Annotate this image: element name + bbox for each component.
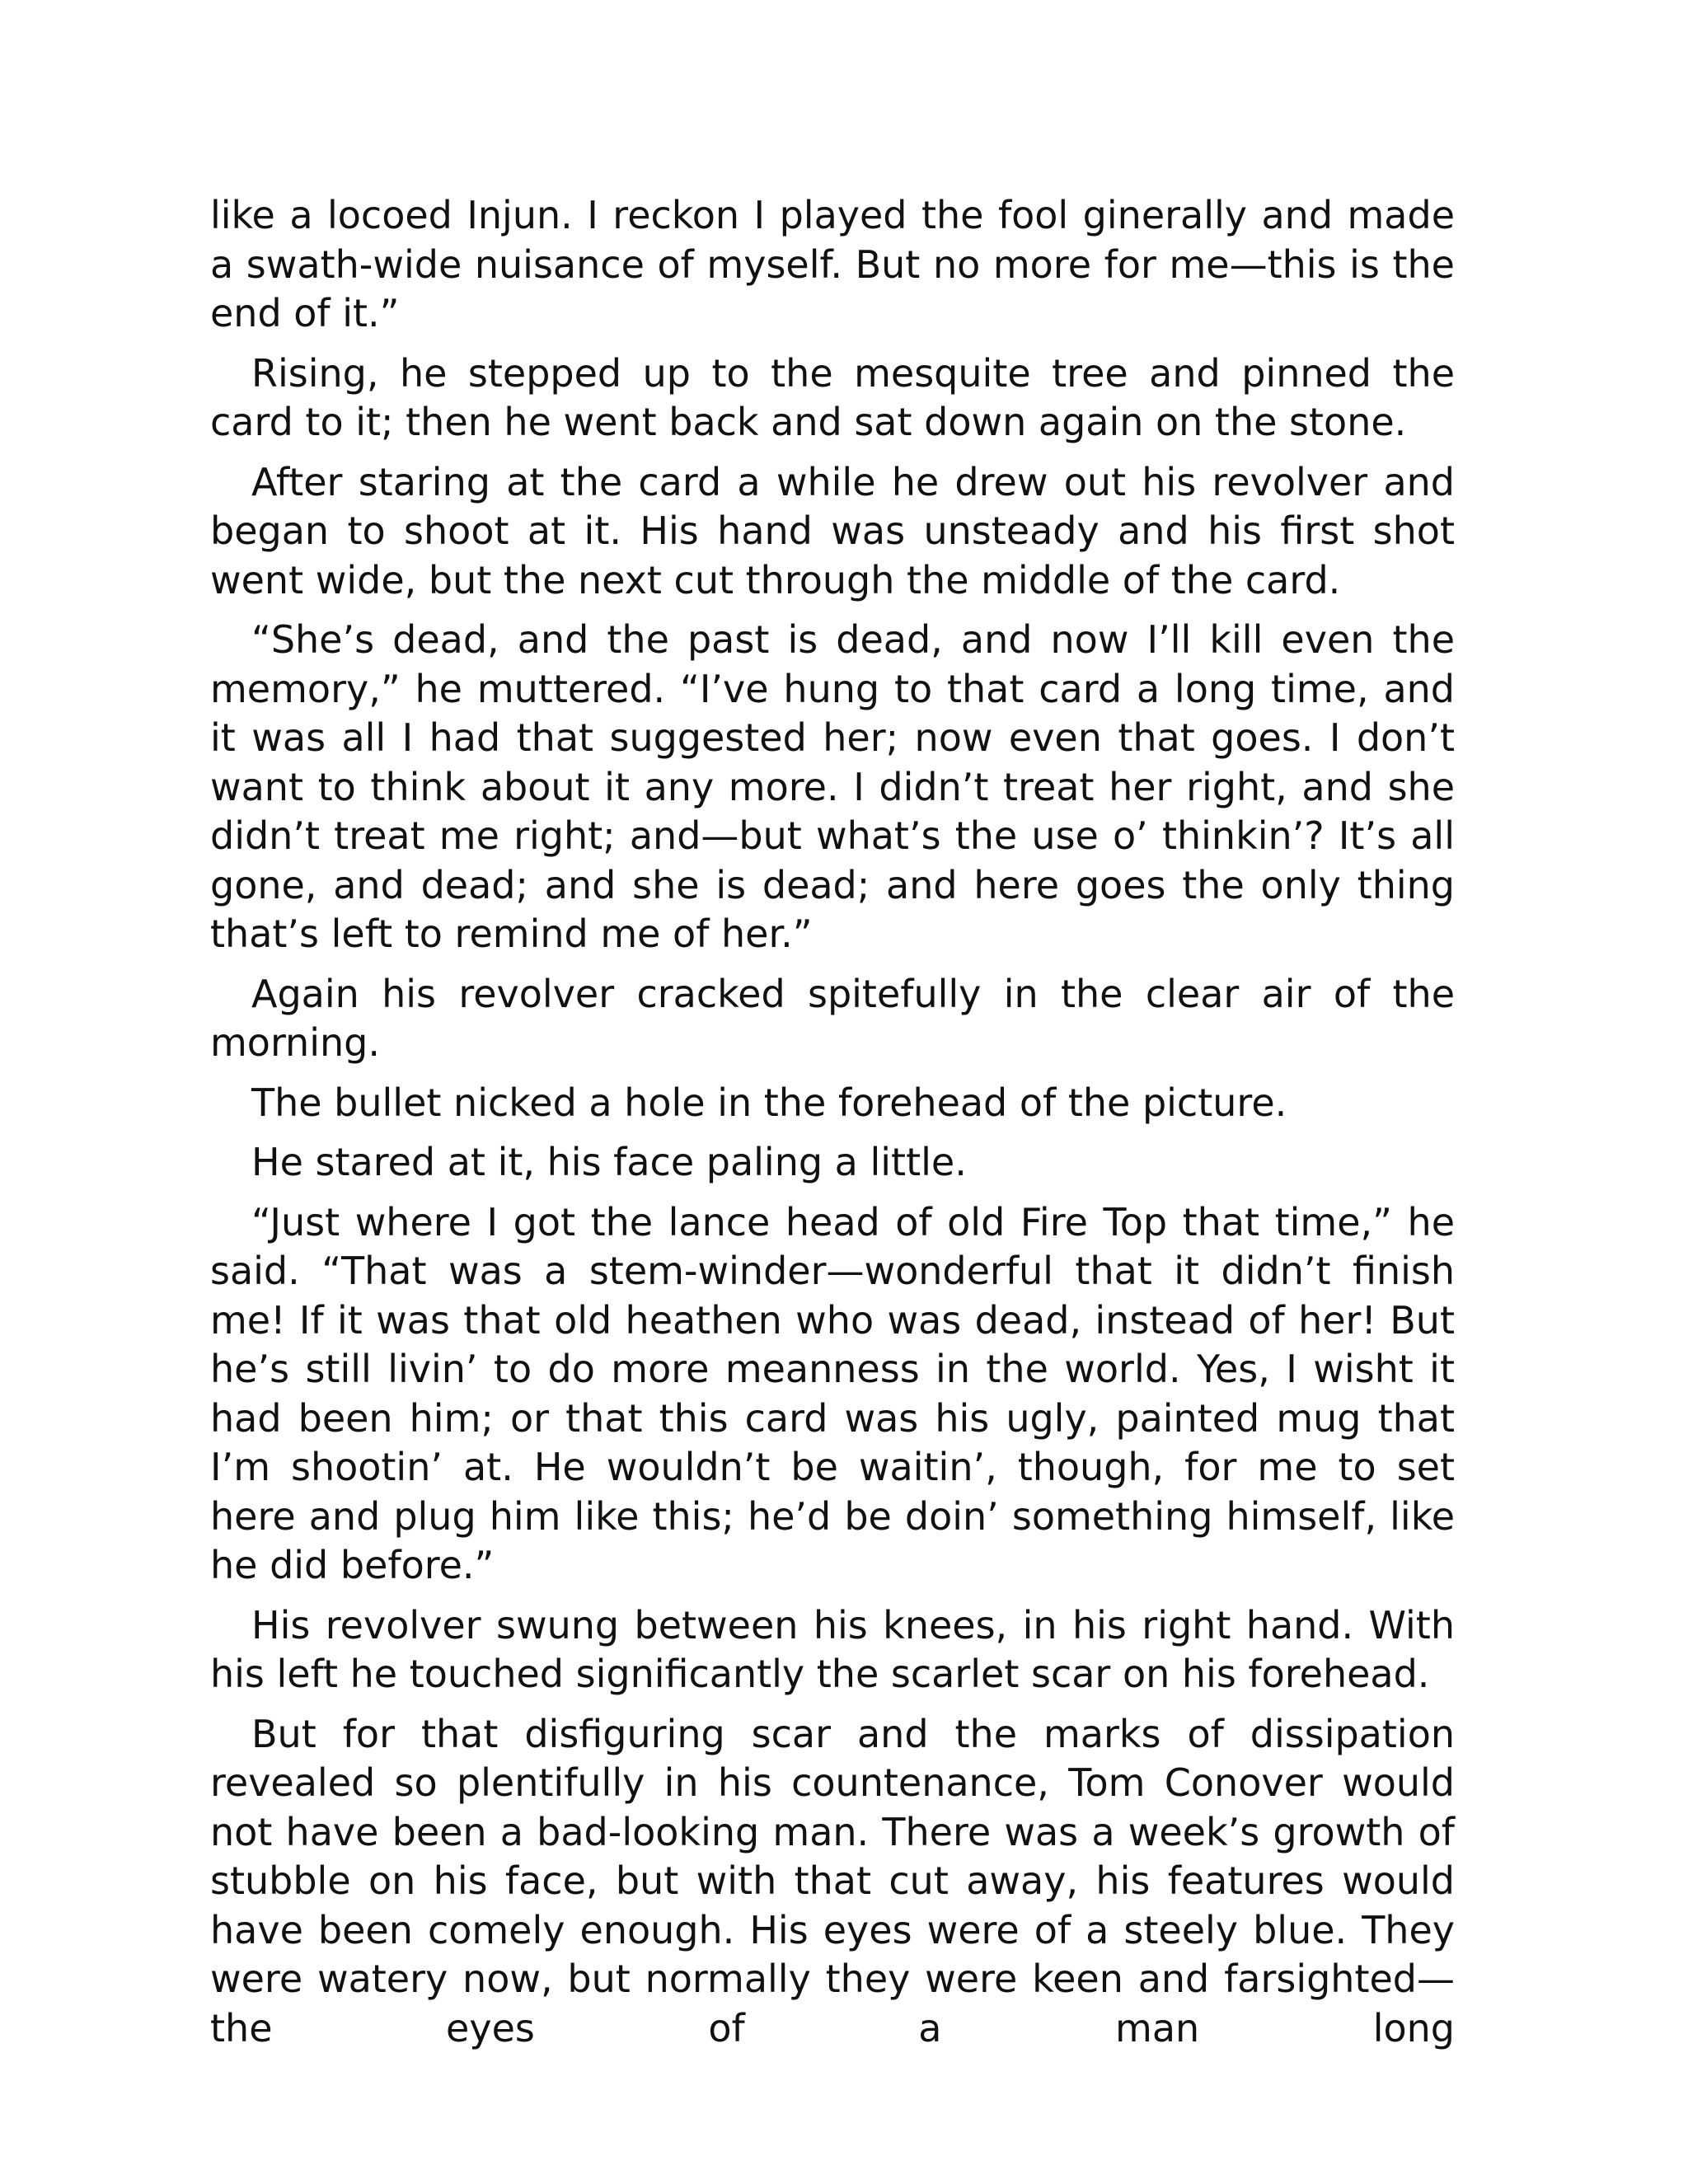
paragraph: “She’s dead, and the past is dead, and now I’ll kill even the memory,” he muttered. “I’ve hung to that card a long time, and it was all I had that suggested her; now even that goes. I don’t want to think about it any more. I didn’t treat her right, and she didn’t treat me right; and—but what’s the use o’ thinkin’? It’s all gone, and dead; and she is dead; and here goes the only thing that’s left to remind me of her.” [210,617,1455,956]
paragraph: “Just where I got the lance head of old Fire Top that time,” he said. “That was a stem-winder—wonderful that it didn’t finish me! If it was that old heathen who was dead, instead of her! But he’s still livin’ to do more meanness in the world. Yes, I wisht it had been him; or that this card was his ugly, painted mug that I’m shootin’ at. He wouldn’t be waitin’, though, for me to set here and plug him like this; he’d be doin’ something himself, like he did before.” [210,1199,1455,1587]
paragraph-continues-next-page: But for that disfiguring scar and the marks of dissipation revealed so plentifully in his countenance, Tom Conover would not have been a bad-looking man. There was a week’s growth of stubble on his face, but with that cut away, his features would have been comely enough. His eyes were of a steely blue. They were watery now, but normally they were keen and farsighted—the eyes of a man long [210,1711,1455,2050]
paragraph: The bullet nicked a hole in the forehead of the picture. [251,1080,1287,1125]
paragraph: Rising, he stepped up to the mesquite tree and pinned the card to it; then he went back and sat down again on the stone. [210,350,1455,444]
paragraph: He stared at it, his face paling a little. [251,1140,967,1184]
paragraph: His revolver swung between his knees, in his right hand. With his left he touched significantly the scarlet scar on his forehead. [210,1602,1455,1696]
page-body [210,191,1455,2053]
paragraph-continuation: like a locoed Injun. I reckon I played the fool ginerally and made a swath-wide nuisance of myself. But no more for me—this is the end of it.” [210,193,1455,335]
paragraph: Again his revolver cracked spitefully in the clear air of the morning. [210,971,1455,1065]
paragraph: After staring at the card a while he drew out his revolver and began to shoot at it. His hand was unsteady and his first shot went wide, but the next cut through the middle of the card. [210,459,1455,602]
